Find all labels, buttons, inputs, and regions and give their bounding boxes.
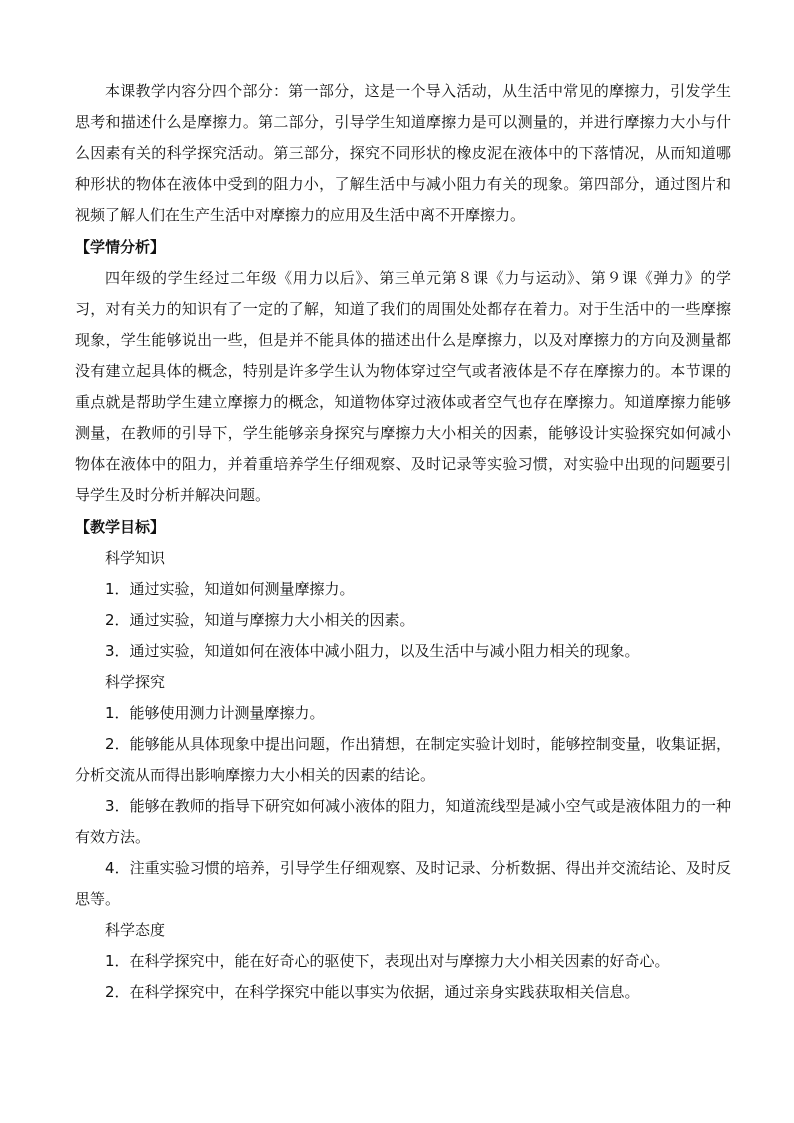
attitude-title: 科学态度 (105, 921, 166, 939)
knowledge-item-2: 2．通过实验，知道与摩擦力大小相关的因素。 (105, 611, 415, 629)
knowledge-item-1: 1．通过实验，知道如何测量摩擦力。 (105, 580, 355, 598)
inquiry-item-2: 2．能够能从具体现象中提出问题，作出猜想，在制定实验计划时，能够控制变量，收集证据，分析交流从而得出影响摩擦力大小相关的因素的结论。 (75, 735, 731, 784)
document-body (75, 76, 731, 1008)
knowledge-item-3: 3．通过实验，知道如何在液体中减小阻力，以及生活中与减小阻力相关的现象。 (105, 642, 640, 660)
inquiry-item-4: 4．注重实验习惯的培养，引导学生仔细观察、及时记录、分析数据、得出并交流结论、及时反思等。 (75, 859, 731, 908)
knowledge-title: 科学知识 (105, 549, 166, 567)
attitude-item-2: 2．在科学探究中，在科学探究中能以事实为依据，通过亲身实践获取相关信息。 (105, 983, 640, 1001)
inquiry-item-3: 3．能够在教师的指导下研究如何减小液体的阻力，知道流线型是减小空气或是液体阻力的一种有效方法。 (75, 797, 731, 846)
analysis-heading: 【学情分析】 (75, 238, 166, 256)
goals-heading: 【教学目标】 (75, 518, 166, 536)
attitude-item-1: 1．在科学探究中，能在好奇心的驱使下，表现出对与摩擦力大小相关因素的好奇心。 (105, 952, 670, 970)
intro-paragraph: 本课教学内容分四个部分：第一部分，这是一个导入活动，从生活中常见的摩擦力，引发学生思考和描述什么是摩擦力。第二部分，引导学生知道摩擦力是可以测量的，并进行摩擦力大小与什么因素有关的科学探究活动。第三部分，探究不同形状的橡皮泥在液体中的下落情况，从而知道哪种形状的物体在液体中受到的阻力小，了解生活中与减小阻力有关的现象。第四部分，通过图片和视频了解人们在生产生活中对摩擦力的应用及生活中离不开摩擦力。 (75, 82, 731, 224)
analysis-paragraph: 四年级的学生经过二年级《用力以后》、第三单元第８课《力与运动》、第９课《弹力》的学习，对有关力的知识有了一定的了解，知道了我们的周围处处都存在着力。对于生活中的一些摩擦现象，学生能够说出一些，但是并不能具体的描述出什么是摩擦力，以及对摩擦力的方向及测量都没有建立起具体的概念，特别是许多学生认为物体穿过空气或者液体是不存在摩擦力的。本节课的重点就是帮助学生建立摩擦力的概念，知道物体穿过液体或者空气也存在摩擦力。知道摩擦力能够测量，在教师的引导下，学生能够亲身探究与摩擦力大小相关的因素，能够设计实验探究如何减小物体在液体中的阻力，并着重培养学生仔细观察、及时记录等实验习惯，对实验中出现的问题要引导学生及时分析并解决问题。 (75, 269, 731, 504)
inquiry-item-1: 1．能够使用测力计测量摩擦力。 (105, 704, 325, 722)
inquiry-title: 科学探究 (105, 673, 166, 691)
